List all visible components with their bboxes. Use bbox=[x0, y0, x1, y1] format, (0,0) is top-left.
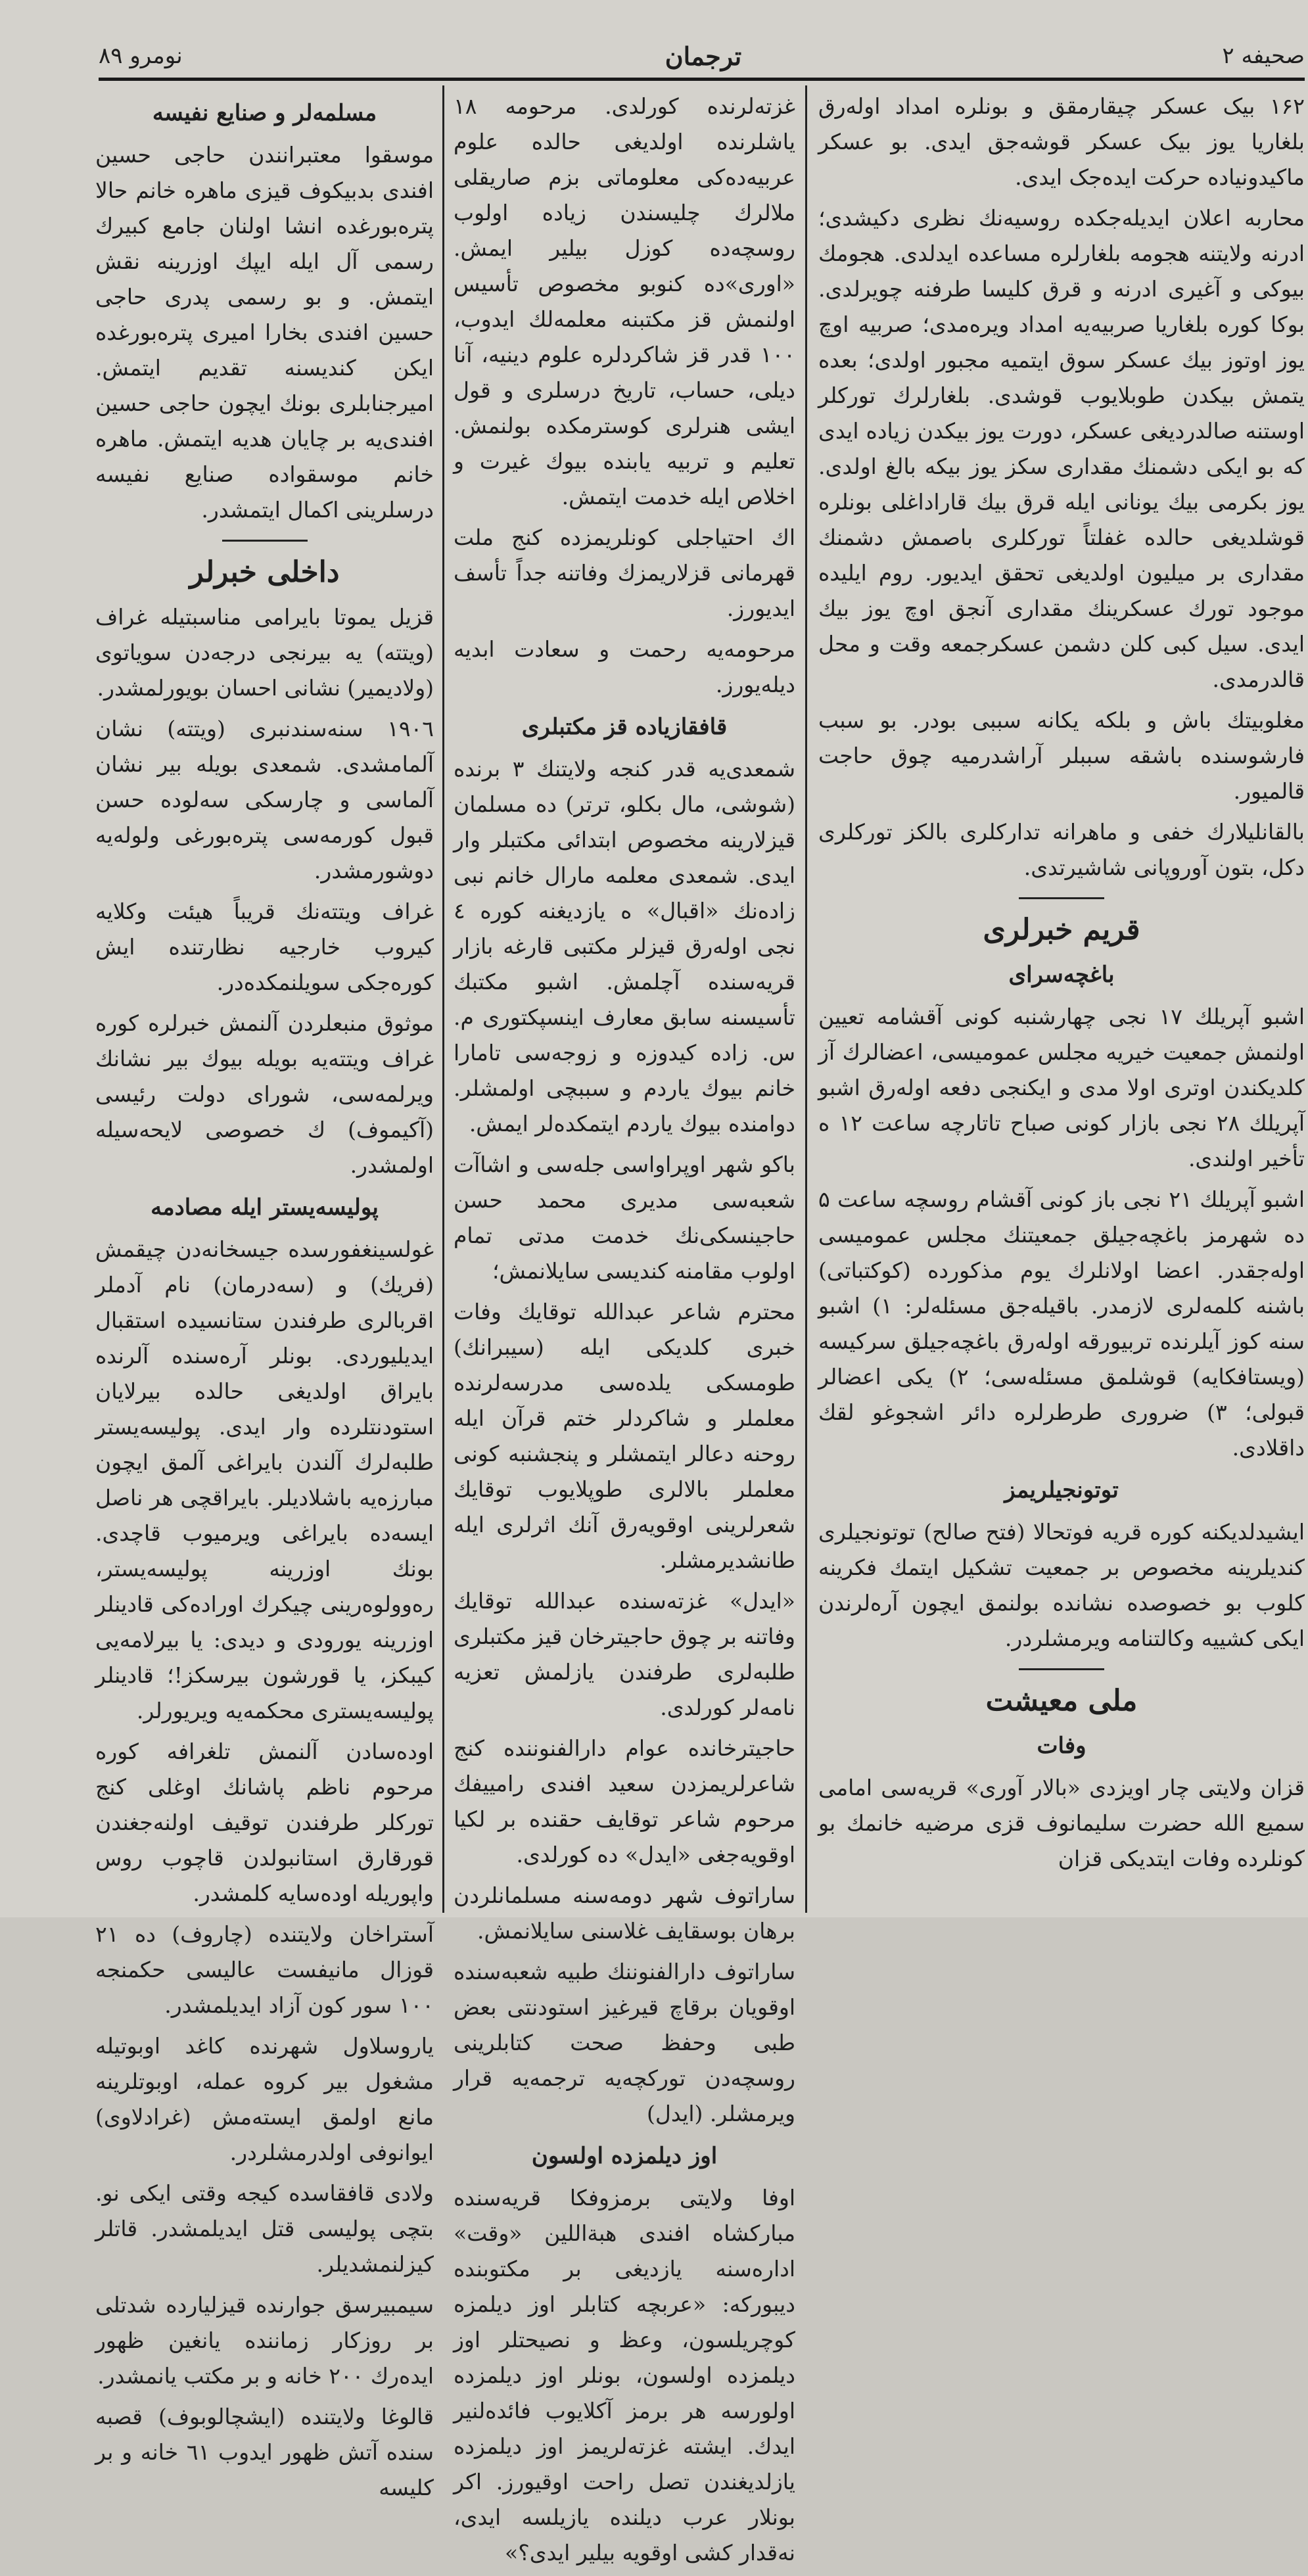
paragraph: اك احتیاجلی کونلریمزده کنج ملت قهرمانی قزلاریمزك وفاتنه جداً تأسف ایدیورز. bbox=[454, 525, 795, 621]
paragraph: ۱۹۰٦ سنەسندنبری (ویتته) نشان آلمامشدی. شمعدی بویله بیر نشان آلماسی و چارسکی سەلوده حسن قبول کورمەسی پترەبورغی ولولەیه دوشورمشدر. bbox=[95, 716, 434, 883]
subheading-tobacco: توتونجیلریمز bbox=[1004, 1477, 1119, 1503]
paragraph: اودەسادن آلنمش تلغرافه کوره مرحوم ناظم پاشانك اوغلی کنج تورکلر طرفندن توقیف اولنەجغندن قورقارق استانبولدن قاچوب روس واپوریله اودەسایه کلمشدر. bbox=[95, 1739, 434, 1906]
paragraph: مغلوبیتك باش و بلکه یکانه سببی بودر. بو سبب فارشوسنده باشقه سببلر آراشدرمیه چوق حاجت قالمیور. bbox=[818, 707, 1305, 804]
column-divider-left bbox=[442, 85, 444, 1913]
subheading-own-language: اوز دیلمزده اولسون bbox=[531, 2143, 718, 2169]
paragraph: قزان ولایتی چار اویزدی «بالار آوری» قریەسی امامی سمیع الله حضرت سلیمانوف قزی مرضیه خانمك بو کونلرده وفات ایتدیکی قزان bbox=[818, 1775, 1305, 1871]
paragraph: اوفا ولایتی برمزوفکا قریەسنده مبارکشاه افندی هبةاللین «وقت» ادارەسنه یازدیغی بر مکتوبنده دیبورکه: «عربچه کتابلر اوز دیلمزه کوچریلسون، وعظ و نصیحتلر اوز دیلمزده اولسون، بونلر اوز دیلمزده اولورسه هر برمز آکلایوب فائدەلنیر ایدك. ایشته غزتەلریمز اوز دیلمزده یازلدیغندن تصل راحت اوقیورز. اکر بونلار عرب دیلنده یازیلسه ایدی، نەقدار کشی اوقویه بیلیر ایدی؟» bbox=[454, 2185, 795, 2565]
paragraph: اشبو آپریلك ۲۱ نجی باز کونی آقشام روسچه ساعت ۵ ده شهرمز باغچەجیلق جمعیتنك مجلس عمومیسی اولەجقدر. اعضا اولانلرك یوم مذکورده (کوکتباتی) باشنه کلمەلری لازمدر. باقیلەجق مسئلەلر: ۱) اشبو سنه کوز آیلرنده تربیورقه اولەرق باغچەجیلق سرکیسه (ویستافکایه) قوشلمق مسئلەسی؛ ۲) یکی اعضالر قبولی؛ ۳) ضروری طرطرلره دائر اشجوغو لقك داقلادی. bbox=[818, 1186, 1305, 1461]
paragraph: ولادی قافقاسده کیجه وقتی ایکی نو. بتچی پولیسی قتل ایدیلمشدر. قاتلر کیزلنمشدیلر. bbox=[95, 2180, 434, 2277]
header-rule bbox=[99, 78, 1305, 81]
paragraph: مرحومەیه رحمت و سعادت ابدیه دیلەیورز. bbox=[454, 636, 795, 697]
paragraph: اشبو آپریلك ۱۷ نجی چهارشنبە کونی آقشامه تعیین اولنمش جمعیت خیریه مجلس عمومیسی، اعضالرك آز کلدیکندن اوتری اولا مدی و ایکنجی دفعه اولەرق اشبو آپریلك ۲۸ نجی بازار کونی صباح تاتارچه ساعت ۱۲ ه تأخیر اولندی. bbox=[818, 1004, 1305, 1171]
paragraph: محترم شاعر عبدالله توقایك وفات خبری کلدیکی ایله (سیبرانك) طومسکی یلدەسی مدرسەلرنده معلملر و شاکردلر ختم قرآن ایله روحنه دعالر ایتمشلر و پنجشنبه کونی معلملر بالالری طوپلایوب توقایك شعرلرینی اوقویه‌رق آنك اثرلری ایله طانشدیرمشلر. bbox=[454, 1299, 795, 1573]
newspaper-title: ترجمان bbox=[665, 41, 742, 71]
middle-column bbox=[454, 89, 795, 2576]
paragraph: قالوغا ولایتنده (ایشچالوبوف) قصبه سنده آتش ظهور ایدوب ٦۱ خانه و بر کلیسه bbox=[95, 2404, 434, 2500]
paragraph: بالقانلیلارك خفی و ماهرانه تدارکلری بالکز تورکلری دکل، بتون آوروپانی شاشیرتدی. bbox=[818, 819, 1305, 880]
section-title-crimea: قریم خبرلری bbox=[983, 913, 1140, 947]
issue-number-label: نومرو ۸۹ bbox=[99, 43, 183, 69]
paragraph: غزتەلرنده کورلدی. مرحومه ۱۸ یاشلرنده اولدیغی حالده علوم عربیەده‌کی معلوماتی بزم صاریقلی ملالرك چلیسندن زیاده اولوب روسچەده کوزل بیلیر ایمش. «اوری»ده کنوبو مخصوص تأسیس اولنمش قز مکتبنه معلمەلك ایدوب، ۱۰۰ قدر قز شاکردلره علوم دینیه، آنا دیلی، حساب، تاریخ درسلری و قول ایشی هنرلری کوسترمکده بولنمش. تعلیم و تربیه یابنده بیوك غیرت و اخلاص ایله خدمت ایتمش. bbox=[454, 93, 795, 509]
paragraph: باکو شهر اوپراواسی جلەسی و اشاآت شعبەسی مدیری محمد حسن حاجینسکی‌نك خدمت مدتی تمام اولوب مقامنه کندیسی سایلانمش؛ bbox=[454, 1152, 795, 1284]
paragraph: غولسینغفورسده جیسخانەدن چیقمش (فریك) و (سەدرمان) نام آدملر اقربالری طرفندن ستانسیده استقبال ایدیلیوردی. بونلر آرەسنده آلرنده بایراق اولدیغی حالده بیرلایان استودنتلرده وار ایدی. پولیسەیستر طلبەلرك آلندن بایراغی آلمق ایچون مبارزەیه باشلادیلر. بایراقچی هر ناصل ایسەده بایراغی ویرمیوب قاچدی. بونك اوزرینه پولیسەیستر، رەوولوەرینی چیکرك اوراده‌کی قادینلر اوزرینه یورودی و دیدی: یا بیرلامەیی کیبکز، یا قورشون بیرسکز!؛ قادینلر پولیسەیستری محکمه‌یه ویریورلر. bbox=[95, 1236, 434, 1723]
page-number-label: صحیفه ۲ bbox=[1222, 43, 1305, 69]
right-column bbox=[818, 89, 1305, 1882]
page-header bbox=[99, 36, 1305, 76]
paragraph: موسقوا معتبرانندن حاجی حسین افندی بدبیکوف قیزی ماهره خانم حالا پترەبورغده انشا اولنان جامع کبیرك رسمی آل ایله ایپك اوزرینه نقش ایتمش. و بو رسمی پدری حاجی حسین افندی بخارا امیری پترەبورغده ایکن کندیسنه تقدیم ایتمش. امیرجنابلری بونك ایچون حاجی حسین افندی‌یه بر چایان هدیه ایتمش. ماهره خانم موسقواده صنایع نفیسه درسلرینی اکمال ایتمشدر. bbox=[95, 142, 434, 523]
paragraph: حاجیترخانده عوام دارالفنوننده کنج شاعرلریمزدن سعید افندی رامییفك مرحوم شاعر توقایف حقنده بر لکیا اوقویه‌جغی «ایدل» ده کورلدی. bbox=[454, 1735, 795, 1867]
paragraph: ساراتوف دارالفنوننك طبیه شعبەسنده اوقویان برقاچ قیرغیز استودنتی بعض طبی وحفظ صحت کتابلرینی روسچەدن تورکچەیه ترجمه‌یه قرار ویرمشلر. (ایدل) bbox=[454, 1959, 795, 2126]
subheading-bagchesaray: باغچەسرای bbox=[1008, 962, 1115, 988]
paragraph: ساراتوف شهر دومەسنه مسلمانلردن برهان بوسقایف غلاسنی سایلانمش. bbox=[454, 1883, 795, 1944]
subheading-police-clash: پولیسەیستر ایله مصادمه bbox=[151, 1194, 379, 1221]
paragraph: آستراخان ولایتنده (چاروف) ده ۲۱ قوزال مانیفست عالیسی حکمنجه ۱۰۰ سور کون آزاد ایدیلمشدر. bbox=[95, 1921, 434, 2018]
subheading-fine-arts: مسلمەلر و صنایع نفیسه bbox=[152, 100, 377, 126]
column-divider-right bbox=[805, 85, 807, 1913]
section-rule bbox=[222, 540, 308, 542]
paragraph: محاربە اعلان ایدیلەجکده روسیەنك نظری دکیشدی؛ ادرنە ولایتنە هجومه بلغارلره مساعده ایدلدی. هجومك بیوکی و آغیری ادرنە و قرق کلیسا طرفنە چویرلدی. بوکا کوره بلغاریا صربیەیه امداد ویرەمدی؛ صربیه اوچ یوز اوتوز بیك عسکر سوق ایتمیه مجبور اولدی؛ بعده یتمش بیکدن طوبلایوب قوشدی. بلغارلرك تورکلر اوستنە صالدردیغی عسکر، دورت یوز بیکدن زیاده ایدی که بو ایکی دشمنك مقداری سکز یوز بیکه بالغ اولدی. یوز بکرمی بیك یونانی ایله قرق بیك قاراداغلی بونلره قوشلدیغی حالده غفلتاً تورکلری باصمش دشمنك مقداری بر میلیون اولدیغی تحقق ایدیور. روم ایلیده موجود تورك عسکرینك مقداری آنجق اوچ یوز بیك ایدی. سیل کبی کلن دشمن عسکرجمعه وقت و محل قالدرمدی. bbox=[818, 205, 1305, 692]
paragraph: یاروسلاول شهرنده کاغد اوبوتیله مشغول بیر کروه عمله، اوبوتلرینه مانع اولمق ایستەمش (غرادلاوی) ایوانوفی اولدرمشلردر. bbox=[95, 2033, 434, 2165]
paragraph: «ایدل» غزتەسنده عبدالله توقایك وفاتنه بر چوق حاجیترخان قیز مکتبلری طلبەلری طرفندن یازلمش تعزیه نامەلر کورلدی. bbox=[454, 1588, 795, 1720]
subheading-caucasus-schools: قافقازیاده قز مکتبلری bbox=[521, 714, 728, 740]
paragraph: قزیل یموتا بایرامی مناسبتیله غراف (ویتته) یه بیرنجی درجەدن سویاتوی (ولادیمیر) نشانی احسان بویورلمشدر. bbox=[95, 604, 434, 701]
paragraph: موثوق منبعلردن آلنمش خبرلره کوره غراف ویتته‌یه بویله بیوك بیر نشانك ویرلمەسی، شورای دولت رئیسی (آکیموف) ك خصوصی لایحەسیله اولمشدر. bbox=[95, 1010, 434, 1178]
paragraph: سیمبیرسق جوارنده قیزلیارده شدتلی بر روزکار زماننده یانغین ظهور ایدەرك ۲۰۰ خانه و بر مکتب یانمشدر. bbox=[95, 2292, 434, 2389]
left-column bbox=[95, 89, 434, 2511]
section-rule bbox=[1019, 1668, 1104, 1670]
paragraph: ایشیدلدیکنه کوره قریه فوتحالا (فتح صالح) توتونجیلری کندیلرینه مخصوص بر جمعیت تشکیل ایتمك فکرینه کلوب بو خصوصده نشانده بولنمق ایچون آرەلرندن ایکی کشییه وکالتنامه ویرمشلردر. bbox=[818, 1519, 1305, 1651]
paragraph: شمعدی‌یه قدر کنجه ولایتنك ۳ برنده (شوشی، مال بکلو، ترتر) ده مسلمان قیزلارینه مخصوص ابتدائی مکتبلر وار ایدی. شمعدی معلمه مارال خانم نبی زادەنك «اقبال» ه یازدیغنه کوره ٤ نجی اولەرق قیزلر مکتبی قارغه بازار قریەسنده آچلمش. اشبو مکتبك تأسیسنه سابق معارف اینسپکتوری م. س. زاده کیدوزه و زوجەسی تامارا خانم بیوك یاردم و سببچی اولمشلر. دوامنده بیوك یاردم ایتمکده‌لر ایمش. bbox=[454, 756, 795, 1136]
section-rule bbox=[1019, 897, 1104, 899]
section-title-national: ملی معیشت bbox=[985, 1684, 1138, 1718]
paragraph: غراف ویتتەنك قریباً هیئت وکلایه کیروب خارجیه نظارتنده ایش کورەجکی سویلنمکدەدر. bbox=[95, 899, 434, 995]
subheading-death: وفات bbox=[1037, 1733, 1086, 1759]
paragraph: ۱۶۲ بیک عسکر چیقارمقق و بونلره امداد اولەرق بلغاریا یوز بیک عسکر قوشەجق ایدی. بو عسکر ماکیدونیاده حرکت ایدەجک ایدی. bbox=[818, 93, 1305, 190]
section-title-internal-news: داخلی خبرلر bbox=[189, 555, 340, 589]
